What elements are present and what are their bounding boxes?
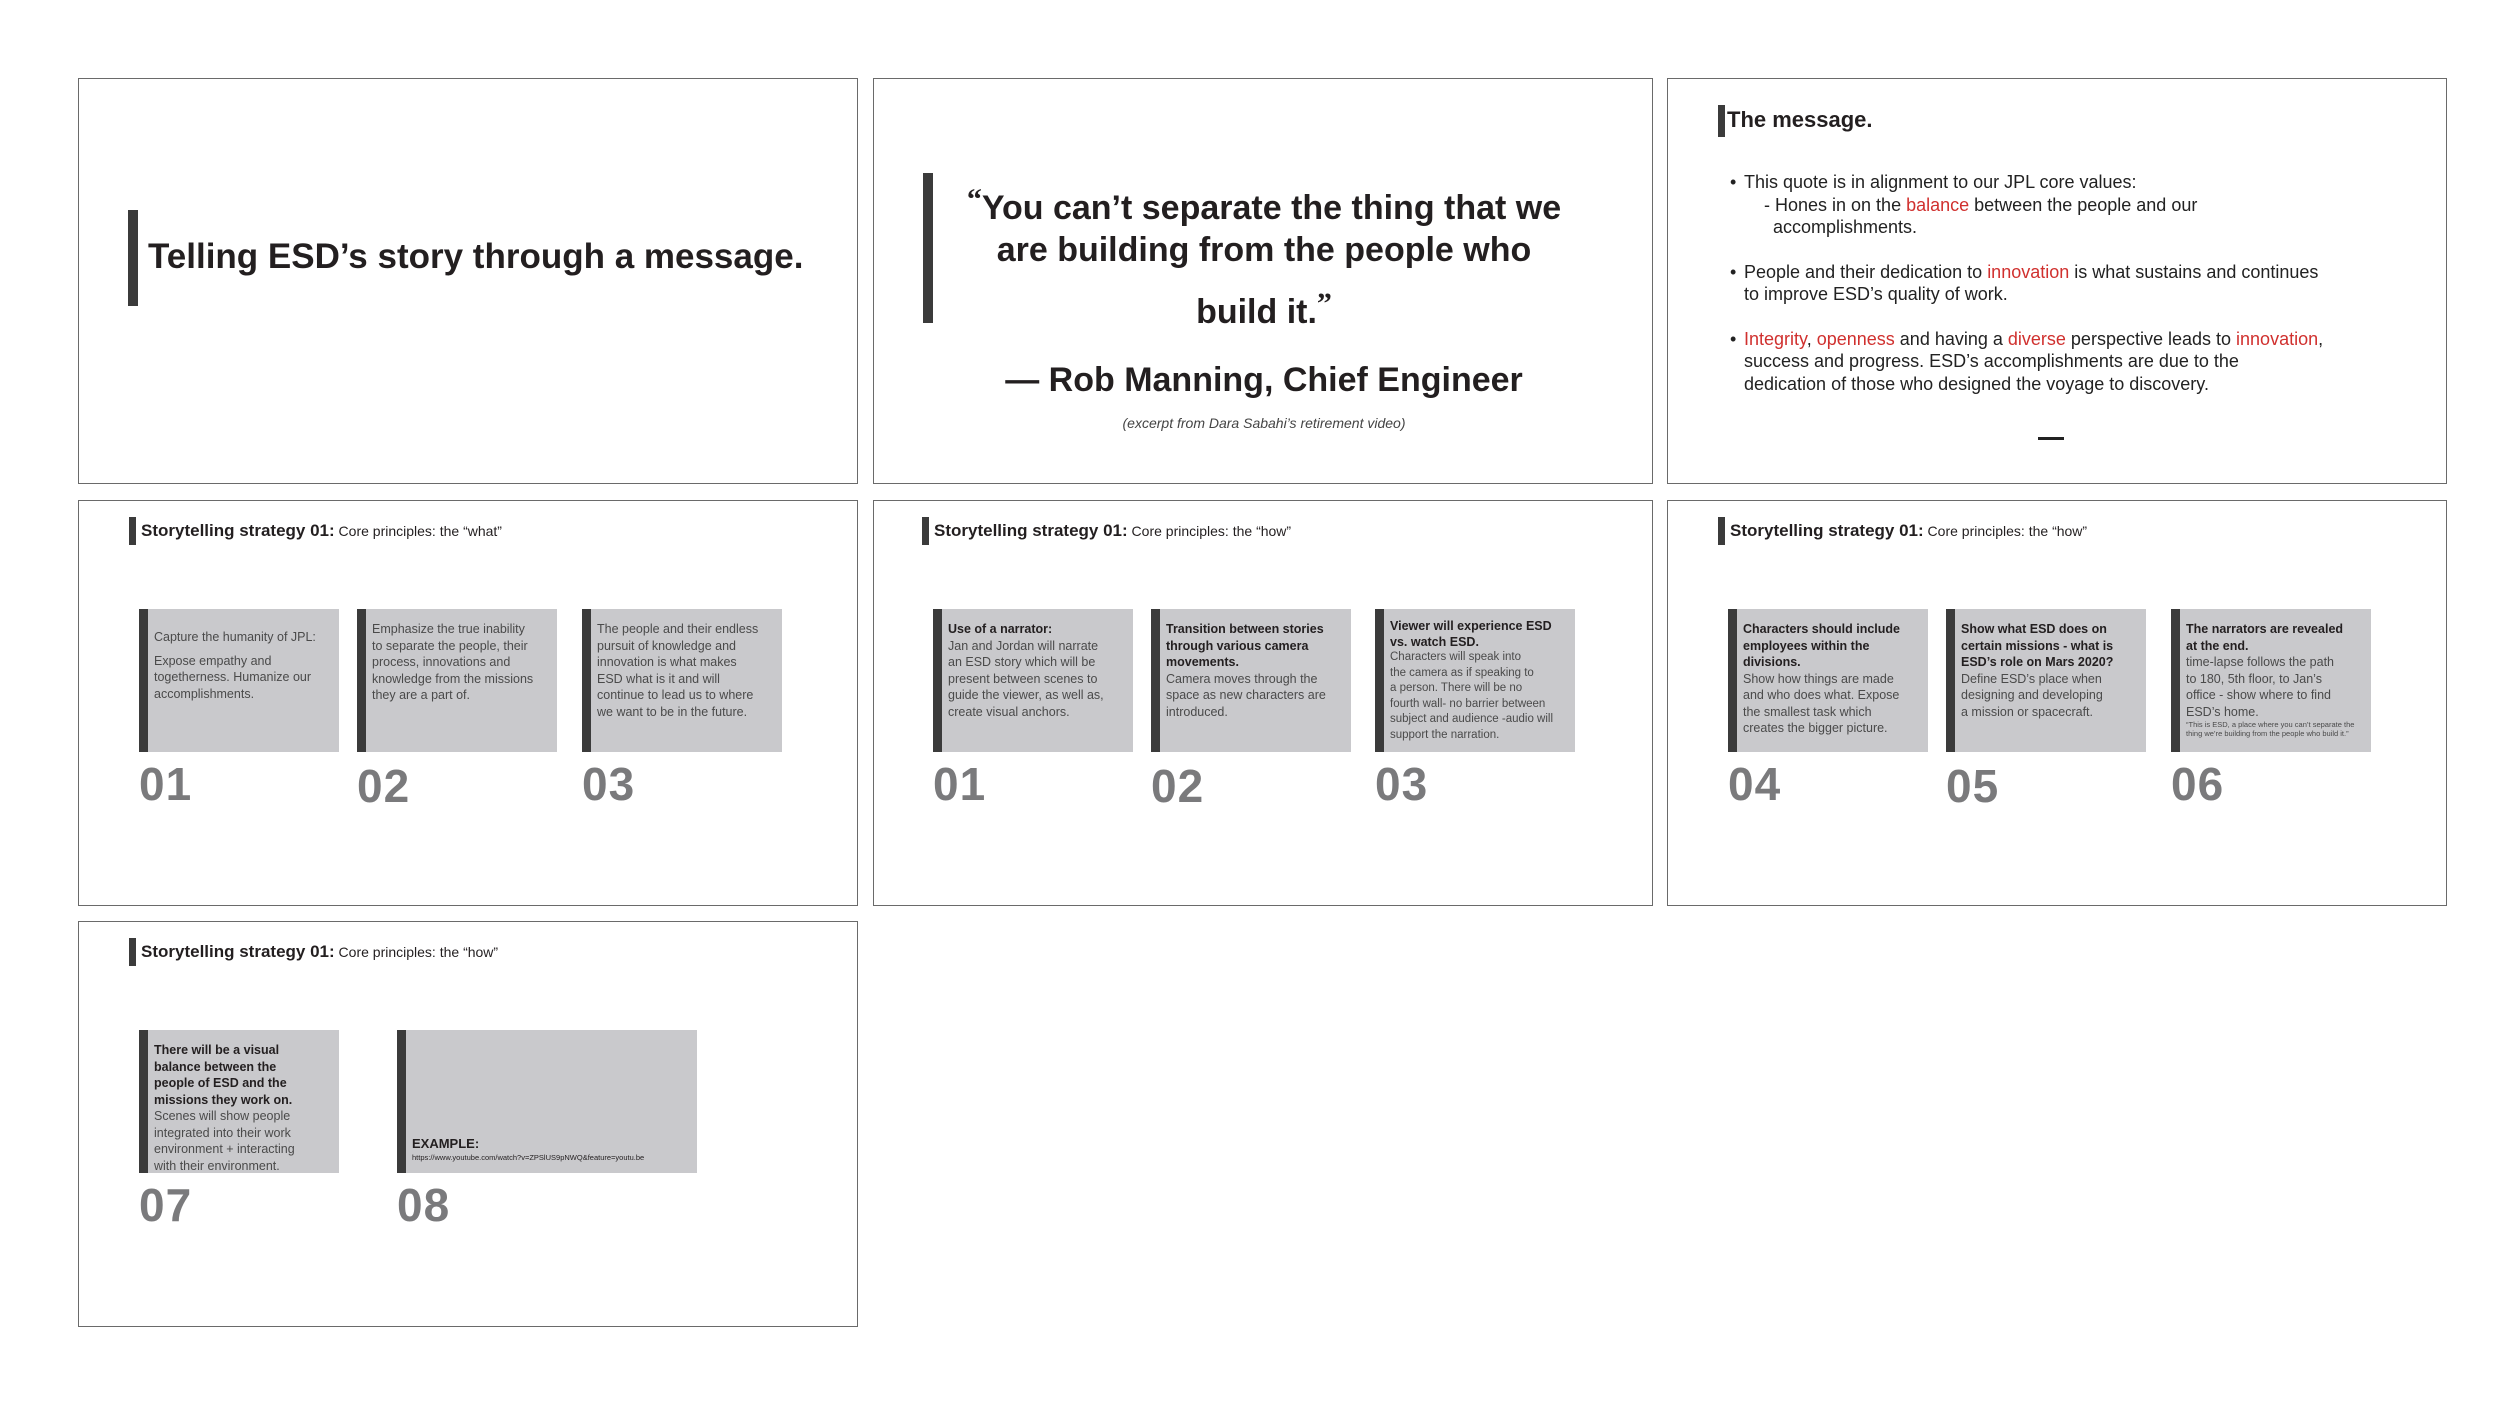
slide-6-thumbnail[interactable] — [1667, 500, 2447, 906]
bullet-text-cont: success and progress. ESD’s accomplishments are due to the — [1744, 351, 2239, 371]
accent-bar — [128, 210, 138, 306]
slide-7-thumbnail[interactable] — [78, 921, 858, 1327]
example-label: EXAMPLE: — [412, 1136, 480, 1151]
slide-heading: Storytelling strategy 01: Core principles: the “what” — [141, 521, 502, 540]
sub-bullet-cont: accomplishments. — [1773, 217, 1918, 237]
bullet-text: • This quote is in alignment to our JPL core values: — [1744, 172, 2137, 192]
sub-bullet: - Hones in on the balance between the people and our — [1764, 194, 2198, 215]
quote-line-3: build it. — [1196, 293, 1317, 331]
principle-card: Emphasize the true inability to separate the people, their process, innovations and knowledge from the missions they are a part of. — [357, 609, 557, 752]
quote-line-1: You can’t separate the thing that we — [981, 189, 1562, 227]
principle-card: Transition between stories through various camera movements. Camera moves through the space as new characters are introduced. — [1151, 609, 1351, 752]
principle-card: Capture the humanity of JPL: Expose empathy and togetherness. Humanize our accomplishments. — [139, 609, 339, 752]
card-number: 02 — [357, 760, 411, 812]
slide-heading: Storytelling strategy 01: Core principles: the “how” — [1730, 521, 2088, 540]
bullet-text-cont: dedication of those who designed the voyage to discovery. — [1744, 373, 2209, 394]
slide-heading: Storytelling strategy 01: Core principles: the “how” — [934, 521, 1292, 540]
card-number: 06 — [2171, 758, 2225, 810]
bullet-item — [1730, 261, 2410, 306]
example-card — [397, 1030, 697, 1173]
principle-card: There will be a visual balance between the people of ESD and the missions they work on. Scenes will show people integrated into their work environment + interacting with their environment. — [139, 1030, 339, 1173]
card-number: 08 — [397, 1179, 451, 1231]
bullet-item — [1730, 171, 2410, 239]
accent-bar — [922, 517, 929, 545]
quote-author: — Rob Manning, Chief Engineer — [1005, 361, 1523, 399]
bullet-text-cont: to improve ESD’s quality of work. — [1744, 284, 2008, 304]
slide-4-thumbnail[interactable] — [78, 500, 858, 906]
card-number: 01 — [933, 758, 987, 810]
card-number: 02 — [1151, 760, 1205, 812]
accent-bar — [1718, 517, 1725, 545]
bullet-list — [1730, 171, 2410, 417]
card-number: 07 — [139, 1179, 193, 1231]
card-number: 04 — [1728, 758, 1782, 810]
quote-line-2: are building from the people who — [996, 231, 1532, 269]
principle-card: Characters should include employees within the divisions. Show how things are made and who does what. Expose the smallest task which creates the bigger picture. — [1728, 609, 1928, 752]
quote-source: (excerpt from Dara Sabahi’s retirement video) — [1122, 415, 1406, 431]
card-number: 03 — [582, 758, 636, 810]
bullet-text: • People and their dedication to innovation is what sustains and continues — [1744, 261, 2319, 282]
card-number: 03 — [1375, 758, 1429, 810]
slide-3-thumbnail[interactable] — [1667, 78, 2447, 484]
principle-card: Show what ESD does on certain missions - what is ESD’s role on Mars 2020? Define ESD’s place when designing and developing a mission or spacecraft. — [1946, 609, 2146, 752]
accent-bar — [129, 938, 136, 966]
slide-1-thumbnail[interactable] — [78, 78, 858, 484]
bullet-item — [1730, 328, 2410, 396]
bullet-text: • Integrity, openness and having a diverse perspective leads to innovation, — [1744, 328, 2324, 349]
slide-5-thumbnail[interactable] — [873, 500, 1653, 906]
principle-card: The people and their endless pursuit of knowledge and innovation is what makes ESD what is it and will continue to lead us to where we want to be in the future. — [582, 609, 782, 752]
principle-card: The narrators are revealed at the end. time-lapse follows the path to 180, 5th floor, to Jan’s office - show where to find ESD’s home. “This is ESD, a place where you can’t separate the thing we’re building from the people who build it.” — [2171, 609, 2371, 752]
principle-card: Use of a narrator: Jan and Jordan will narrate an ESD story which will be present between scenes to guide the viewer, as well as, create visual anchors. — [933, 609, 1133, 752]
open-quote-mark: “ — [966, 183, 982, 216]
slide-title: Telling ESD’s story through a message. — [148, 237, 804, 276]
slide-title: The message. — [1727, 107, 1873, 132]
principle-card: Viewer will experience ESD vs. watch ESD. Characters will speak into the camera as if speaking to a person. There will be no fourth wall- no barrier between subject and audience -audio will support the narration. — [1375, 609, 1575, 752]
example-link[interactable]: https://www.youtube.com/watch?v=ZPSlUS9pNWQ&feature=youtu.be — [412, 1153, 645, 1162]
accent-bar — [923, 173, 933, 323]
card-number: 01 — [139, 758, 193, 810]
slide-2-thumbnail[interactable] — [873, 78, 1653, 484]
card-number: 05 — [1946, 760, 2000, 812]
slide-heading: Storytelling strategy 01: Core principles: the “how” — [141, 942, 499, 961]
accent-bar — [1718, 105, 1725, 137]
quote-text — [944, 179, 1584, 333]
close-quote-mark: ” — [1316, 287, 1332, 320]
decorative-dash — [2038, 437, 2064, 440]
accent-bar — [129, 517, 136, 545]
